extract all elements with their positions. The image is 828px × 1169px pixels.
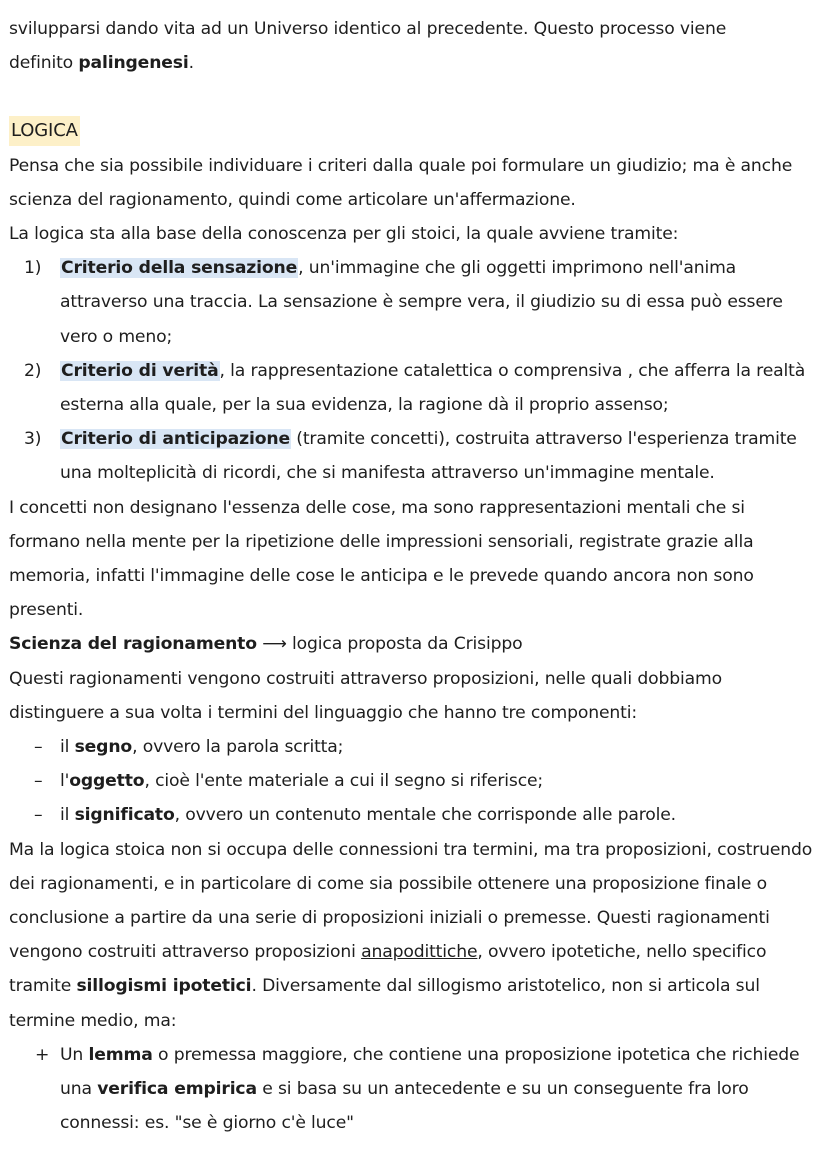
criterion-term: Criterio di verità (61, 360, 219, 381)
component-term: significato (74, 805, 175, 826)
concepts-paragraph: I concetti non designano l'essenza delle cose, ma sono rappresentazioni mentali che si formano nella mente per la ripetizione delle impressioni sensoriali, registrate grazie alla memoria, infatti l'immagine delle cose le anticipa e le prevede quando ancora non sono presenti. (9, 497, 754, 621)
list-item: 3) Criterio di anticipazione (tramite concetti), costruita attraverso l'esperienza tramite una molteplicità di ricordi, che si manifesta attraverso un'immagine mentale. (9, 422, 814, 490)
stoic-logic-paragraph: Ma la logica stoica non si occupa delle connessioni tra termini, ma tra proposizioni, costruendo dei ragionamenti, e in particolare di come sia possibile ottenere una proposizione finale o conclusione a partire da una serie di proposizioni iniziali o premesse. Questi ragionamenti vengono costruiti attraverso proposizioni anapodittiche, ovvero ipotetiche, nello specifico tramite sillogismi ipotetici. Diversamente dal sillogismo aristotelico, non si articola sul termine medio, ma: (9, 839, 813, 1031)
term-lemma: lemma (88, 1044, 153, 1065)
criteria-list (9, 251, 814, 490)
list-item: 1) Criterio della sensazione, un'immagine che gli oggetti imprimono nell'anima attraverso una traccia. La sensazione è sempre vera, il giudizio su di essa può essere vero o meno; (9, 251, 814, 354)
component-term: segno (74, 737, 133, 758)
term-anapodittiche: anapodittiche (361, 942, 478, 963)
propositions-paragraph: Questi ragionamenti vengono costruiti attraverso proposizioni, nelle quali dobbiamo distinguere a sua volta i termini del linguaggio che hanno tre componenti: (9, 668, 722, 723)
criterion-term: Criterio di anticipazione (61, 429, 290, 450)
components-list (9, 730, 814, 833)
list-marker: 3) (24, 429, 42, 450)
logic-knowledge-paragraph: La logica sta alla base della conoscenza per gli stoici, la quale avviene tramite: (9, 224, 679, 245)
list-item: + Un lemma o premessa maggiore, che contiene una proposizione ipotetica che richiede una verifica empirica e si basa su un antecedente e su un conseguente fra loro connessi: es. "se è giorno c'è luce" (9, 1038, 814, 1141)
term-sillogismi: sillogismi ipotetici (76, 976, 252, 997)
list-marker: 2) (24, 360, 42, 381)
term-verifica: verifica empirica (97, 1079, 257, 1100)
list-item: – l'oggetto, cioè l'ente materiale a cui il segno si riferisce; (9, 764, 814, 798)
list-marker: + (35, 1044, 50, 1065)
term-palingenesi: palingenesi (78, 53, 189, 74)
reasoning-term: Scienza del ragionamento (9, 634, 257, 655)
list-marker: – (34, 737, 43, 758)
list-marker: – (34, 805, 43, 826)
list-marker: – (34, 771, 43, 792)
list-item: – il segno, ovvero la parola scritta; (9, 730, 814, 764)
arrow-icon: ⟶ (256, 634, 293, 655)
section-heading-row (9, 114, 814, 148)
reasoning-line: Scienza del ragionamento ⟶ logica proposta da Crisippo (9, 634, 523, 655)
list-item: 2) Criterio di verità, la rappresentazione catalettica o comprensiva , che afferra la realtà esterna alla quale, per la sua evidenza, la ragione dà il proprio assenso; (9, 354, 814, 422)
intro-paragraph: svilupparsi dando vita ad un Universo identico al precedente. Questo processo viene definito palingenesi. (9, 19, 727, 74)
plus-list (9, 1038, 814, 1141)
list-marker: 1) (24, 258, 42, 279)
section-heading: LOGICA (9, 116, 80, 146)
component-term: oggetto (69, 771, 145, 792)
logic-definition-paragraph: Pensa che sia possibile individuare i criteri dalla quale poi formulare un giudizio; ma è anche scienza del ragionamento, quindi come articolare un'affermazione. (9, 155, 793, 210)
criterion-term: Criterio della sensazione (61, 258, 298, 279)
paragraph-gap (9, 80, 814, 114)
list-item: – il significato, ovvero un contenuto mentale che corrisponde alle parole. (9, 798, 814, 832)
